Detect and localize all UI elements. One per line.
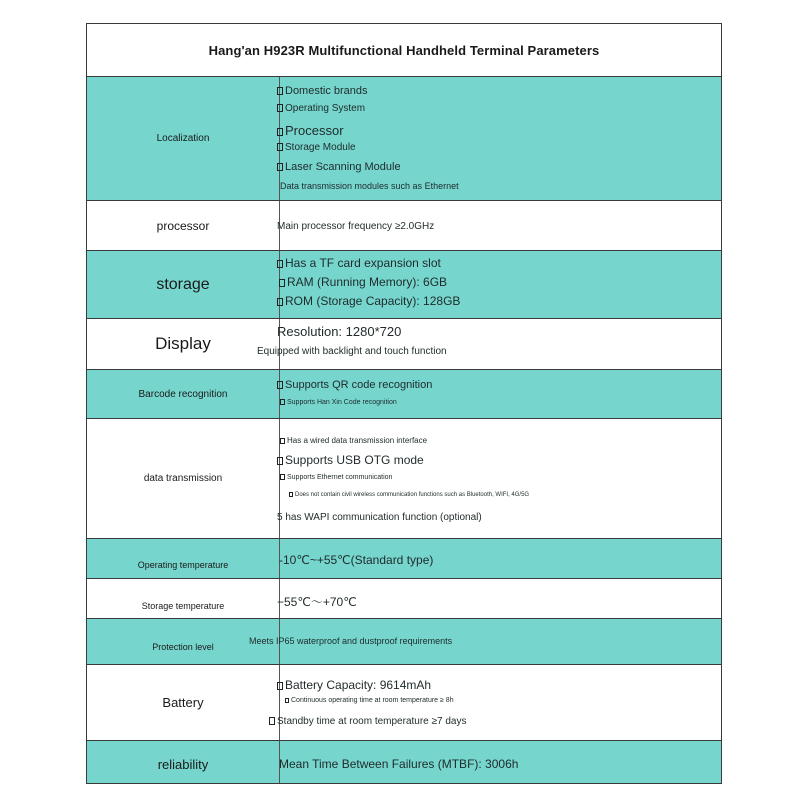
missing-glyph-icon [277,381,283,389]
spec-item: Equipped with backlight and touch function [257,346,447,357]
table-row-processor [87,200,721,250]
row-label: reliability [157,756,209,772]
row-label: Protection level [152,641,214,652]
row-label: data transmission [143,473,223,484]
spec-item: Meets IP65 waterproof and dustproof requirements [249,636,453,646]
table-row-operating-temperature [87,538,721,578]
table-row-localization [87,76,721,200]
row-label: Display [155,334,211,353]
spec-item: Mean Time Between Failures (MTBF): 3006h [279,757,519,771]
table-title: Hang'an H923R Multifunctional Handheld Terminal Parameters [208,42,600,58]
missing-glyph-icon [280,399,285,405]
table-row-storage [87,250,721,318]
spec-item: Domestic brands [277,85,368,97]
missing-glyph-icon [277,143,283,151]
spec-item: Supports USB OTG mode [277,453,424,467]
table-row-storage-temperature [87,578,721,618]
spec-item: 5 has WAPI communication function (optional) [277,512,482,523]
row-label: Localization [156,133,210,144]
spec-item: Does not contain civil wireless communication functions such as Bluetooth, WIFI, 4G/5G [289,492,529,498]
missing-glyph-icon [280,474,285,480]
table-row-data-transmission [87,418,721,538]
missing-glyph-icon [277,457,283,465]
spec-item: Laser Scanning Module [277,161,401,173]
missing-glyph-icon [279,279,285,287]
table-row-reliability [87,740,721,783]
spec-item: Has a TF card expansion slot [277,256,441,270]
missing-glyph-icon [277,163,283,171]
row-label: Operating temperature [137,559,229,570]
spec-item: Battery Capacity: 9614mAh [277,678,431,692]
missing-glyph-icon [277,682,283,690]
row-label: Battery [162,695,204,710]
spec-item: RAM (Running Memory): 6GB [279,275,447,289]
spec-item: Main processor frequency ≥2.0GHz [277,221,435,232]
missing-glyph-icon [285,698,289,703]
missing-glyph-icon [277,128,283,136]
missing-glyph-icon [289,492,293,497]
spec-item: Continuous operating time at room temperature ≥ 8h [285,697,454,704]
spec-item: Operating System [277,103,365,114]
missing-glyph-icon [277,87,283,95]
spec-item: Standby time at room temperature ≥7 days [269,716,466,727]
spec-item: Supports Ethernet communication [280,474,392,481]
spec-item: Supports QR code recognition [277,379,432,391]
spec-item: Resolution: 1280*720 [277,324,402,339]
spec-item: Processor [277,123,344,138]
missing-glyph-icon [280,438,285,444]
spec-item: Data transmission modules such as Ethernet [280,181,459,191]
missing-glyph-icon [277,298,283,306]
parameters-table [86,23,722,784]
row-label: Barcode recognition [138,388,228,400]
spec-item: Has a wired data transmission interface [280,436,427,445]
spec-item: -10℃~+55℃(Standard type) [279,553,434,567]
missing-glyph-icon [277,104,283,112]
missing-glyph-icon [269,717,275,725]
row-label: storage [156,275,210,293]
row-label: processor [156,218,210,233]
spec-item: −55℃～+70℃ [277,595,357,609]
spec-item: ROM (Storage Capacity): 128GB [277,294,460,308]
table-row-display [87,318,721,369]
table-row-protection-level [87,618,721,664]
table-row-barcode [87,369,721,418]
row-label: Storage temperature [141,600,225,611]
missing-glyph-icon [277,260,283,268]
spec-item: Supports Han Xin Code recognition [280,399,397,406]
table-row-battery [87,664,721,740]
spec-item: Storage Module [277,142,356,153]
